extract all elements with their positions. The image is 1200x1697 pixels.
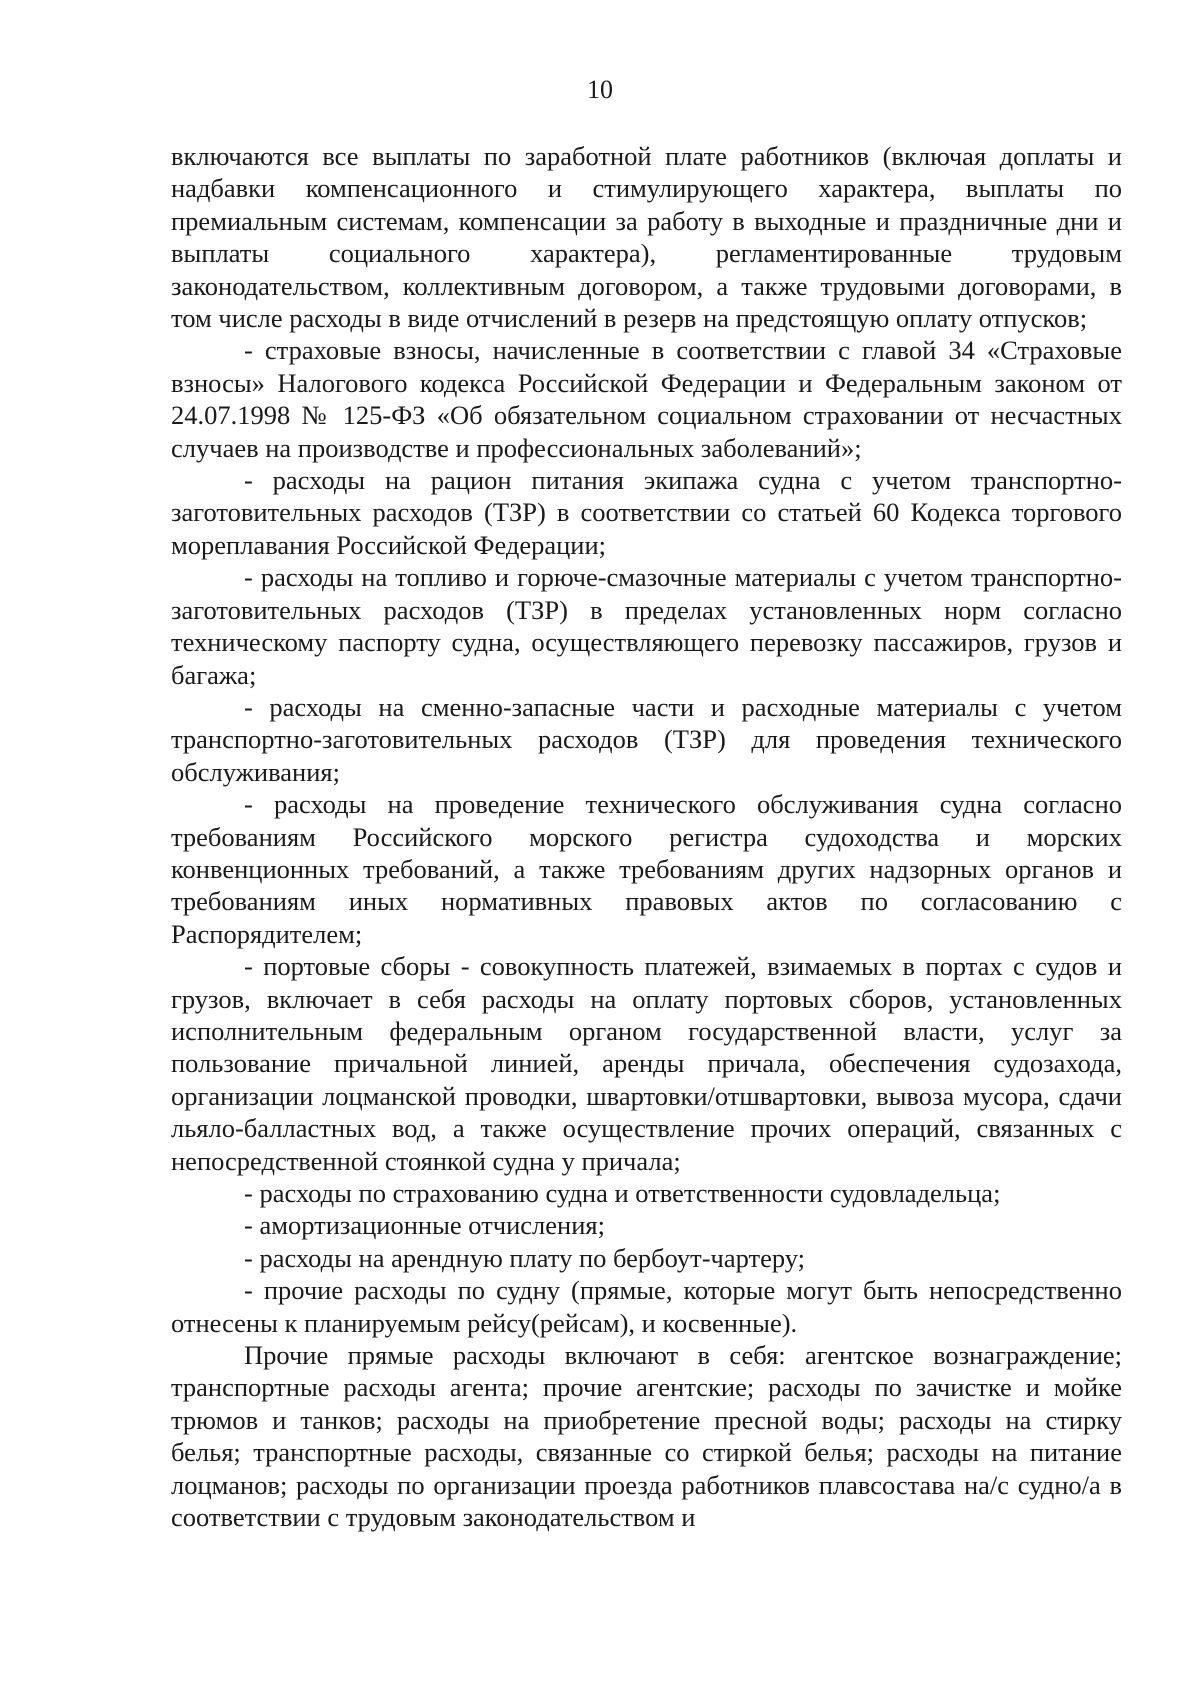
paragraph-wage-payments: включаются все выплаты по заработной плате работников (включая доплаты и надбавки компенсационного и стимулирующего характера, выплаты по премиальным системам, компенсации за работу в выходные и праздничные дни и выплаты социального характера), регламентированные трудовым законодательством, коллективным договором, а также трудовыми договорами, в том числе расходы в виде отчислений в резерв на предстоящую оплату отпусков;	[171, 141, 1122, 334]
paragraph-bareboat-charter: - расходы на арендную плату по бербоут-чартеру;	[244, 1242, 806, 1273]
paragraph-port-dues: - портовые сборы - совокупность платежей, взимаемых в портах с судов и грузов, включает в себя расходы на оплату портовых сборов, установленных исполнительным федеральным органом государственной власти, услуг за пользование причальной линией, аренды причала, обеспечения судозахода, организации лоцманской проводки, швартовки/отшвартовки, вывоза мусора, сдачи льяло-балластных вод, а также осуществление прочих операций, связанных с непосредственной стоянкой судна у причала;	[171, 951, 1122, 1176]
paragraph-other-direct-expenses: Прочие прямые расходы включают в себя: агентское вознаграждение; транспортные расходы агента; прочие агентские; расходы по зачистке и мойке трюмов и танков; расходы на приобретение пресной воды; расходы на стирку белья; транспортные расходы, связанные со стиркой белья; расходы на питание лоцманов; расходы по организации проезда работников плавсостава на/с судно/а в соответствии с трудовым законодательством и	[171, 1340, 1122, 1533]
document-body	[171, 140, 1122, 1533]
paragraph-vessel-insurance: - расходы по страхованию судна и ответственности судовладельца;	[244, 1178, 1001, 1208]
paragraph-maintenance: - расходы на проведение технического обслуживания судна согласно требованиям Российского морского регистра судоходства и морских конвенционных требований, а также требованиям других надзорных органов и требованиям иных нормативных правовых актов по согласованию с Распорядителем;	[171, 789, 1122, 949]
paragraph-insurance-contributions: - страховые взносы, начисленные в соответствии с главой 34 «Страховые взносы» Налогового кодекса Российской Федерации и Федеральным законом от 24.07.1998 № 125-ФЗ «Об обязательном социальном страховании от несчастных случаев на производстве и профессиональных заболеваний»;	[171, 335, 1122, 463]
paragraph-other-vessel-expenses: - прочие расходы по судну (прямые, которые могут быть непосредственно отнесены к планируемым рейсу(рейсам), и косвенные).	[171, 1275, 1122, 1338]
paragraph-depreciation: - амортизационные отчисления;	[244, 1210, 605, 1241]
paragraph-crew-food: - расходы на рацион питания экипажа судна с учетом транспортно-заготовительных расходов (ТЗР) в соответствии со статьей 60 Кодекса торгового мореплавания Российской Федерации;	[171, 465, 1122, 560]
paragraph-spare-parts: - расходы на сменно-запасные части и расходные материалы с учетом транспортно-заготовительных расходов (ТЗР) для проведения технического обслуживания;	[171, 691, 1122, 787]
page-number: 10	[587, 75, 613, 104]
paragraph-fuel-lubricants: - расходы на топливо и горюче-смазочные материалы с учетом транспортно-заготовительных расходов (ТЗР) в пределах установленных норм согласно техническому паспорту судна, осуществляющего перевозку пассажиров, грузов и багажа;	[171, 562, 1122, 690]
